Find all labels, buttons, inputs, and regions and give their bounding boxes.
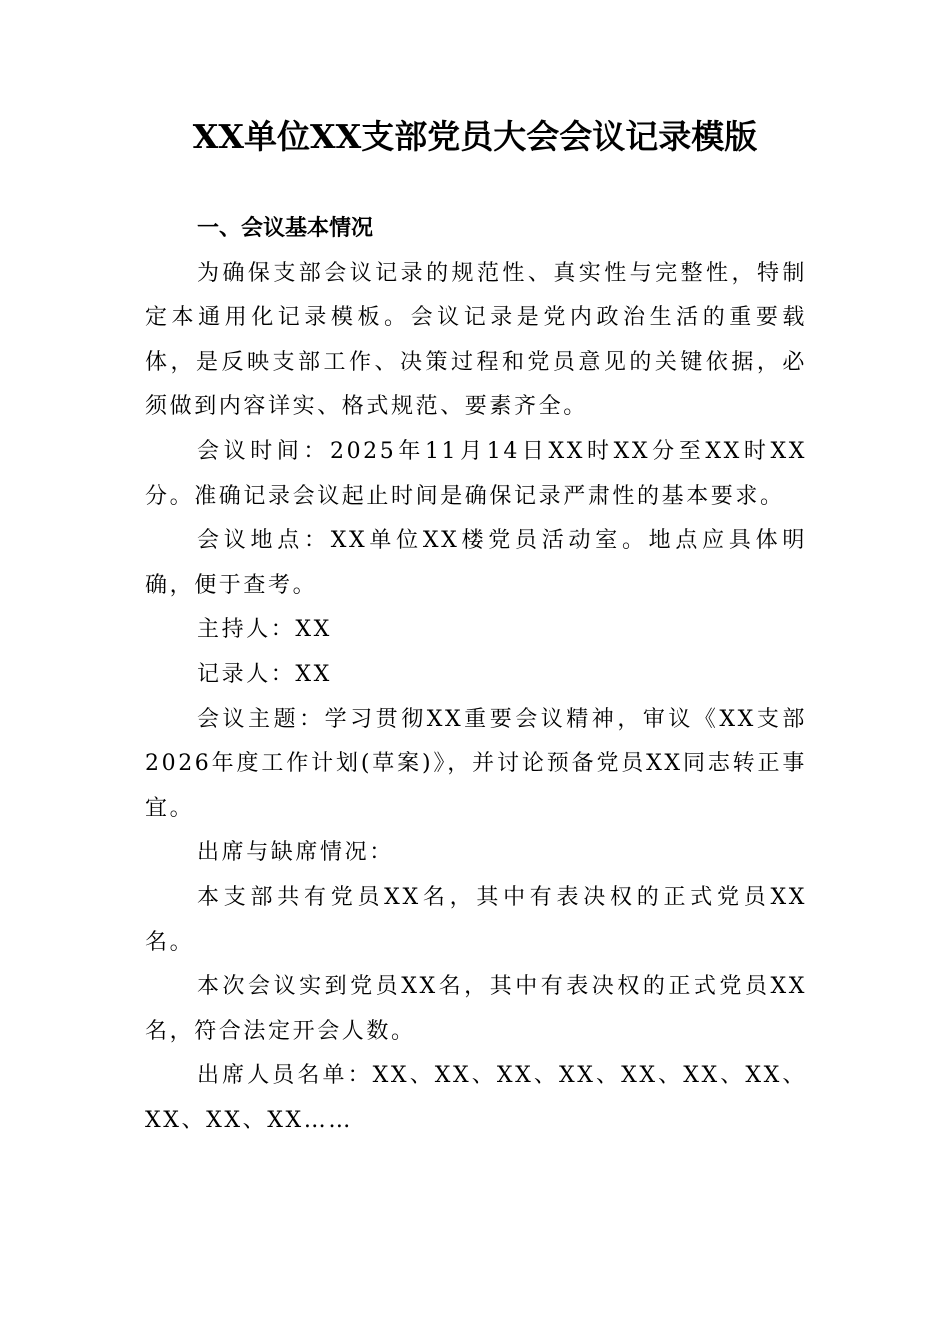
paragraph-meeting-topic: 会议主题：学习贯彻XX重要会议精神，审议《XX支部2026年度工作计划(草案)》，并讨论预备党员XX同志转正事宜。: [145, 706, 807, 821]
paragraph-host: 主持人：XX: [197, 617, 332, 643]
paragraph-attendee-list: 出席人员名单：XX、XX、XX、XX、XX、XX、XX、XX、XX、XX……: [145, 1063, 807, 1133]
paragraph-meeting-time: 会议时间：2025年11月14日XX时XX分至XX时XX分。准确记录会议起止时间是确保记录严肃性的基本要求。: [145, 438, 807, 509]
paragraph-member-count: 本支部共有党员XX名，其中有表决权的正式党员XX名。: [145, 884, 807, 955]
document-title: XX单位XX支部党员大会会议记录模版: [192, 117, 758, 156]
paragraph-attendance-heading: 出席与缺席情况：: [197, 840, 394, 866]
paragraph-attendance-count: 本次会议实到党员XX名，其中有表决权的正式党员XX名，符合法定开会人数。: [145, 974, 807, 1044]
paragraph-recorder: 记录人：XX: [197, 661, 332, 687]
paragraph-purpose: 为确保支部会议记录的规范性、真实性与完整性，特制定本通用化记录模板。会议记录是党内政治生活的重要载体，是反映支部工作、决策过程和党员意见的关键依据，必须做到内容详实、格式规范、要素齐全。: [145, 260, 807, 420]
paragraph-meeting-place: 会议地点：XX单位XX楼党员活动室。地点应具体明确，便于查考。: [145, 528, 807, 598]
document-body: [145, 207, 807, 1143]
section-heading-basic-info: 一、会议基本情况: [197, 216, 374, 241]
